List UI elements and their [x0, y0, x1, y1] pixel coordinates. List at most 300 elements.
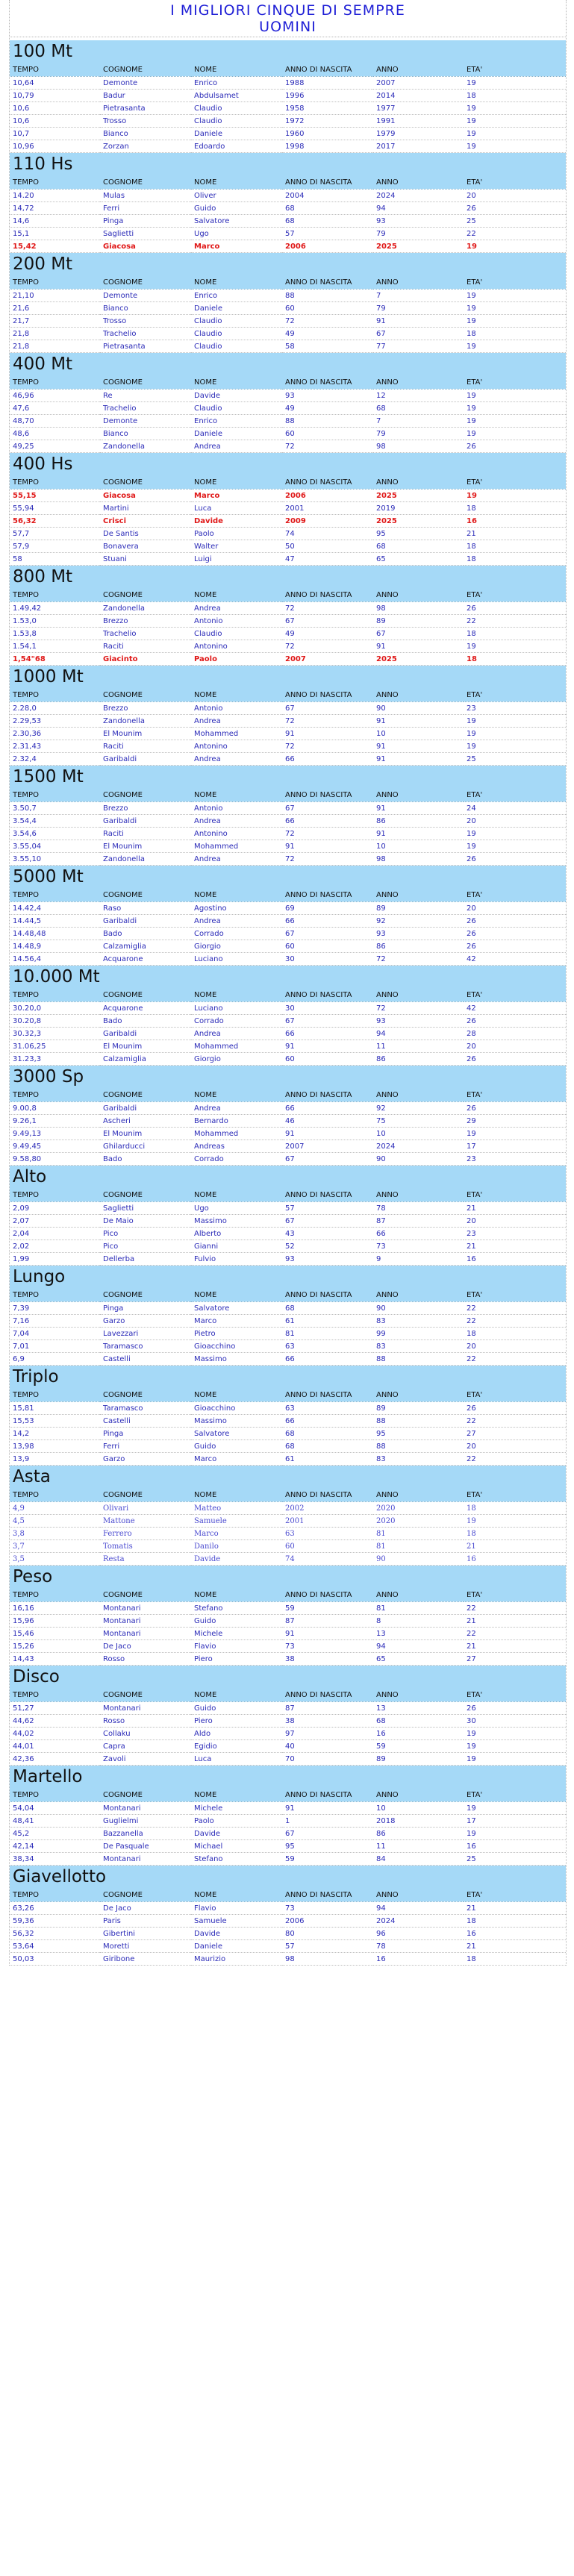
cell-anno: 13 [373, 1702, 464, 1715]
cell-nome: Luca [191, 502, 282, 515]
column-header-nome: NOME [191, 988, 282, 1002]
cell-anno: 88 [373, 1353, 464, 1366]
section-heading [10, 566, 566, 589]
column-header-tempo: TEMPO [10, 275, 100, 290]
cell-tempo: 14,6 [10, 215, 100, 228]
cell-tempo: 15,81 [10, 1402, 100, 1415]
cell-tempo: 9.58,80 [10, 1153, 100, 1166]
cell-nome: Antonino [191, 640, 282, 653]
cell-anno-nascita: 2009 [282, 515, 373, 528]
records-table [10, 40, 566, 1966]
column-header-anno-nascita: ANNO DI NASCITA [282, 688, 373, 702]
column-header-row [10, 375, 566, 390]
cell-eta: 19 [464, 77, 566, 90]
cell-cognome: Giacosa [100, 490, 191, 502]
cell-tempo: 14.48,48 [10, 928, 100, 940]
cell-anno-nascita: 98 [282, 1953, 373, 1966]
cell-anno: 78 [373, 1202, 464, 1215]
cell-eta: 26 [464, 1402, 566, 1415]
table-row [10, 1940, 566, 1953]
cell-anno-nascita: 87 [282, 1702, 373, 1715]
cell-anno-nascita: 38 [282, 1715, 373, 1728]
section-heading [10, 1366, 566, 1389]
column-header-nome: NOME [191, 888, 282, 902]
cell-anno: 75 [373, 1115, 464, 1128]
cell-eta: 19 [464, 1753, 566, 1766]
cell-anno: 2025 [373, 515, 464, 528]
cell-eta: 19 [464, 640, 566, 653]
cell-tempo: 9.00,8 [10, 1102, 100, 1115]
column-header-row [10, 1288, 566, 1302]
cell-anno-nascita: 93 [282, 390, 373, 402]
cell-nome: Claudio [191, 402, 282, 415]
cell-nome: Massimo [191, 1353, 282, 1366]
column-header-tempo: TEMPO [10, 1888, 100, 1902]
cell-anno: 86 [373, 1053, 464, 1066]
cell-anno-nascita: 95 [282, 1840, 373, 1853]
section-title: 5000 Mt [10, 866, 566, 889]
cell-tempo: 54,04 [10, 1802, 100, 1815]
cell-anno: 67 [373, 328, 464, 340]
cell-nome: Antonio [191, 702, 282, 715]
cell-anno-nascita: 87 [282, 1615, 373, 1628]
table-row [10, 1402, 566, 1415]
section-title: 100 Mt [10, 40, 566, 63]
cell-nome: Stefano [191, 1853, 282, 1866]
cell-anno: 68 [373, 540, 464, 553]
cell-eta: 22 [464, 1628, 566, 1640]
cell-anno-nascita: 72 [282, 740, 373, 753]
column-header-tempo: TEMPO [10, 1688, 100, 1702]
cell-eta: 20 [464, 815, 566, 828]
column-header-anno-nascita: ANNO DI NASCITA [282, 175, 373, 190]
column-header-anno: ANNO [373, 788, 464, 802]
cell-cognome: Pietrasanta [100, 340, 191, 353]
cell-anno: 65 [373, 553, 464, 566]
section-heading [10, 253, 566, 276]
column-header-eta: ETA' [464, 475, 566, 490]
table-row [10, 1902, 566, 1915]
cell-cognome: El Mounim [100, 1128, 191, 1140]
cell-eta: 19 [464, 728, 566, 740]
table-row [10, 1153, 566, 1166]
column-header-nome: NOME [191, 375, 282, 390]
cell-anno-nascita: 63 [282, 1340, 373, 1353]
column-header-tempo: TEMPO [10, 1788, 100, 1802]
cell-nome: Ugo [191, 228, 282, 240]
section-heading [10, 1866, 566, 1889]
column-header-tempo: TEMPO [10, 475, 100, 490]
column-header-eta: ETA' [464, 375, 566, 390]
table-row [10, 1340, 566, 1353]
cell-anno: 7 [373, 290, 464, 302]
cell-eta: 21 [464, 1615, 566, 1628]
cell-anno: 94 [373, 1902, 464, 1915]
table-row [10, 1628, 566, 1640]
cell-nome: Michele [191, 1802, 282, 1815]
cell-tempo: 51,27 [10, 1702, 100, 1715]
cell-eta: 18 [464, 653, 566, 666]
cell-anno: 2014 [373, 90, 464, 102]
cell-anno: 1991 [373, 115, 464, 128]
column-header-anno-nascita: ANNO DI NASCITA [282, 275, 373, 290]
column-header-anno: ANNO [373, 275, 464, 290]
cell-anno: 9 [373, 1253, 464, 1266]
column-header-eta: ETA' [464, 1788, 566, 1802]
column-header-anno: ANNO [373, 475, 464, 490]
cell-eta: 18 [464, 1915, 566, 1928]
cell-eta: 18 [464, 540, 566, 553]
cell-cognome: Demonte [100, 415, 191, 428]
cell-anno-nascita: 66 [282, 1102, 373, 1115]
cell-anno-nascita: 2006 [282, 240, 373, 253]
table-row [10, 1728, 566, 1740]
column-header-anno-nascita: ANNO DI NASCITA [282, 63, 373, 77]
column-header-nome: NOME [191, 1888, 282, 1902]
column-header-anno: ANNO [373, 688, 464, 702]
table-row [10, 240, 566, 253]
cell-tempo: 55,15 [10, 490, 100, 502]
cell-eta: 26 [464, 440, 566, 453]
cell-eta: 20 [464, 902, 566, 915]
cell-anno: 91 [373, 640, 464, 653]
cell-eta: 19 [464, 1828, 566, 1840]
column-header-anno-nascita: ANNO DI NASCITA [282, 588, 373, 602]
cell-cognome: Trachelio [100, 402, 191, 415]
cell-tempo: 21,10 [10, 290, 100, 302]
cell-nome: Luciano [191, 953, 282, 966]
cell-tempo: 30.20,8 [10, 1015, 100, 1028]
column-header-nome: NOME [191, 1488, 282, 1502]
column-header-nome: NOME [191, 1188, 282, 1202]
column-header-nome: NOME [191, 1388, 282, 1402]
cell-anno: 11 [373, 1840, 464, 1853]
cell-anno-nascita: 91 [282, 1802, 373, 1815]
section-title: 110 Hs [10, 153, 566, 176]
table-row [10, 702, 566, 715]
cell-tempo: 10,6 [10, 102, 100, 115]
cell-anno-nascita: 57 [282, 228, 373, 240]
cell-cognome: Ferri [100, 1440, 191, 1453]
column-header-row [10, 63, 566, 77]
cell-anno: 90 [373, 1553, 464, 1566]
cell-anno-nascita: 66 [282, 1353, 373, 1366]
cell-nome: Corrado [191, 928, 282, 940]
cell-nome: Corrado [191, 1153, 282, 1166]
cell-anno: 77 [373, 340, 464, 353]
table-row [10, 428, 566, 440]
cell-anno: 2024 [373, 1915, 464, 1928]
cell-anno-nascita: 70 [282, 1753, 373, 1766]
column-header-cognome: COGNOME [100, 1188, 191, 1202]
cell-tempo: 14.42,4 [10, 902, 100, 915]
cell-anno: 93 [373, 928, 464, 940]
table-row [10, 1040, 566, 1053]
cell-tempo: 15,42 [10, 240, 100, 253]
cell-tempo: 16,16 [10, 1602, 100, 1615]
cell-cognome: Garibaldi [100, 1102, 191, 1115]
cell-nome: Guido [191, 1702, 282, 1715]
cell-nome: Davide [191, 515, 282, 528]
cell-nome: Abdulsamet [191, 90, 282, 102]
cell-nome: Walter [191, 540, 282, 553]
table-row [10, 1828, 566, 1840]
cell-eta: 18 [464, 328, 566, 340]
table-row [10, 853, 566, 866]
cell-eta: 19 [464, 390, 566, 402]
cell-anno: 68 [373, 1715, 464, 1728]
cell-nome: Antonio [191, 802, 282, 815]
column-header-tempo: TEMPO [10, 688, 100, 702]
cell-nome: Gioacchino [191, 1402, 282, 1415]
cell-cognome: Bianco [100, 302, 191, 315]
cell-eta: 18 [464, 90, 566, 102]
cell-anno-nascita: 66 [282, 1415, 373, 1428]
cell-eta: 19 [464, 115, 566, 128]
table-row [10, 940, 566, 953]
table-row [10, 653, 566, 666]
cell-nome: Davide [191, 1928, 282, 1940]
cell-nome: Mohammed [191, 728, 282, 740]
cell-tempo: 14.44,5 [10, 915, 100, 928]
cell-anno-nascita: 1996 [282, 90, 373, 102]
cell-anno-nascita: 67 [282, 1153, 373, 1166]
cell-anno-nascita: 66 [282, 915, 373, 928]
cell-cognome: Badur [100, 90, 191, 102]
cell-anno: 72 [373, 1002, 464, 1015]
cell-anno: 81 [373, 1528, 464, 1540]
cell-cognome: Bado [100, 1015, 191, 1028]
cell-eta: 19 [464, 1740, 566, 1753]
cell-eta: 23 [464, 1228, 566, 1240]
cell-tempo: 2.32,4 [10, 753, 100, 766]
cell-anno-nascita: 60 [282, 940, 373, 953]
cell-eta: 16 [464, 1840, 566, 1853]
section-title: 1500 Mt [10, 766, 566, 789]
column-header-anno: ANNO [373, 1888, 464, 1902]
cell-anno-nascita: 97 [282, 1728, 373, 1740]
table-row [10, 540, 566, 553]
cell-anno: 89 [373, 1402, 464, 1415]
cell-tempo: 2.30,36 [10, 728, 100, 740]
cell-anno-nascita: 72 [282, 315, 373, 328]
cell-cognome: Zandonella [100, 440, 191, 453]
cell-cognome: Giribone [100, 1953, 191, 1966]
column-header-eta: ETA' [464, 1688, 566, 1702]
cell-anno-nascita: 91 [282, 840, 373, 853]
cell-cognome: Ferrero [100, 1528, 191, 1540]
section-heading [10, 40, 566, 63]
cell-anno-nascita: 60 [282, 1540, 373, 1553]
cell-anno: 94 [373, 1640, 464, 1653]
cell-eta: 19 [464, 740, 566, 753]
cell-anno-nascita: 2001 [282, 1515, 373, 1528]
cell-tempo: 44,62 [10, 1715, 100, 1728]
section-heading [10, 1766, 566, 1789]
cell-eta: 16 [464, 515, 566, 528]
cell-cognome: Paris [100, 1915, 191, 1928]
cell-eta: 26 [464, 202, 566, 215]
cell-tempo: 21,8 [10, 340, 100, 353]
cell-anno: 12 [373, 390, 464, 402]
cell-anno-nascita: 2001 [282, 502, 373, 515]
column-header-cognome: COGNOME [100, 588, 191, 602]
cell-anno-nascita: 74 [282, 528, 373, 540]
cell-tempo: 2.31,43 [10, 740, 100, 753]
column-header-anno: ANNO [373, 888, 464, 902]
cell-eta: 26 [464, 1053, 566, 1066]
cell-nome: Giorgio [191, 940, 282, 953]
table-row [10, 202, 566, 215]
cell-tempo: 15,26 [10, 1640, 100, 1653]
cell-nome: Antonio [191, 615, 282, 628]
cell-anno-nascita: 91 [282, 1128, 373, 1140]
cell-anno: 13 [373, 1628, 464, 1640]
cell-anno-nascita: 63 [282, 1528, 373, 1540]
cell-tempo: 3.50,7 [10, 802, 100, 815]
cell-anno-nascita: 68 [282, 202, 373, 215]
cell-tempo: 15,1 [10, 228, 100, 240]
cell-cognome: Raciti [100, 640, 191, 653]
cell-cognome: Collaku [100, 1728, 191, 1740]
column-header-row [10, 1388, 566, 1402]
cell-nome: Andrea [191, 602, 282, 615]
cell-anno: 86 [373, 815, 464, 828]
cell-anno: 10 [373, 1128, 464, 1140]
column-header-cognome: COGNOME [100, 375, 191, 390]
cell-tempo: 4,5 [10, 1515, 100, 1528]
cell-nome: Davide [191, 1553, 282, 1566]
section-heading [10, 1666, 566, 1689]
cell-nome: Massimo [191, 1215, 282, 1228]
cell-tempo: 14.20 [10, 190, 100, 202]
table-row [10, 1353, 566, 1366]
cell-cognome: Guglielmi [100, 1815, 191, 1828]
column-header-eta: ETA' [464, 1588, 566, 1602]
cell-anno: 91 [373, 740, 464, 753]
column-header-row [10, 988, 566, 1002]
table-row [10, 1053, 566, 1066]
cell-nome: Samuele [191, 1915, 282, 1928]
cell-cognome: Bonavera [100, 540, 191, 553]
column-header-nome: NOME [191, 1788, 282, 1802]
column-header-row [10, 588, 566, 602]
cell-eta: 22 [464, 1602, 566, 1615]
column-header-nome: NOME [191, 688, 282, 702]
table-row [10, 340, 566, 353]
cell-tempo: 15,96 [10, 1615, 100, 1628]
cell-tempo: 1.54,1 [10, 640, 100, 653]
cell-cognome: Lavezzari [100, 1328, 191, 1340]
cell-eta: 24 [464, 802, 566, 815]
cell-anno: 91 [373, 715, 464, 728]
cell-cognome: Bado [100, 928, 191, 940]
cell-tempo: 3,8 [10, 1528, 100, 1540]
cell-nome: Mohammed [191, 840, 282, 853]
column-header-tempo: TEMPO [10, 1188, 100, 1202]
cell-anno: 99 [373, 1328, 464, 1340]
cell-anno-nascita: 38 [282, 1653, 373, 1666]
cell-tempo: 10,7 [10, 128, 100, 140]
column-header-row [10, 1788, 566, 1802]
cell-nome: Davide [191, 1828, 282, 1840]
section-title: Giavellotto [10, 1866, 566, 1889]
cell-nome: Pietro [191, 1328, 282, 1340]
cell-nome: Salvatore [191, 215, 282, 228]
column-header-cognome: COGNOME [100, 1788, 191, 1802]
cell-nome: Michele [191, 1628, 282, 1640]
column-header-tempo: TEMPO [10, 1288, 100, 1302]
cell-eta: 23 [464, 702, 566, 715]
cell-cognome: De Maio [100, 1215, 191, 1228]
cell-anno: 1977 [373, 102, 464, 115]
cell-anno-nascita: 67 [282, 1828, 373, 1840]
column-header-cognome: COGNOME [100, 63, 191, 77]
cell-tempo: 31.06,25 [10, 1040, 100, 1053]
cell-tempo: 55,94 [10, 502, 100, 515]
cell-cognome: Dellerba [100, 1253, 191, 1266]
cell-anno: 16 [373, 1953, 464, 1966]
cell-tempo: 1.53,0 [10, 615, 100, 628]
cell-eta: 19 [464, 428, 566, 440]
section-title: 800 Mt [10, 566, 566, 589]
cell-eta: 29 [464, 1115, 566, 1128]
column-header-eta: ETA' [464, 63, 566, 77]
cell-nome: Corrado [191, 1015, 282, 1028]
column-header-cognome: COGNOME [100, 988, 191, 1002]
column-header-anno: ANNO [373, 1088, 464, 1102]
cell-anno-nascita: 57 [282, 1940, 373, 1953]
cell-anno: 68 [373, 402, 464, 415]
column-header-tempo: TEMPO [10, 375, 100, 390]
table-row [10, 628, 566, 640]
table-row [10, 1115, 566, 1128]
cell-nome: Luciano [191, 1002, 282, 1015]
table-row [10, 1215, 566, 1228]
cell-anno-nascita: 1960 [282, 128, 373, 140]
cell-anno: 93 [373, 1015, 464, 1028]
column-header-cognome: COGNOME [100, 788, 191, 802]
cell-cognome: Re [100, 390, 191, 402]
cell-anno: 93 [373, 215, 464, 228]
cell-tempo: 6,9 [10, 1353, 100, 1366]
table-row [10, 802, 566, 815]
cell-eta: 27 [464, 1428, 566, 1440]
cell-tempo: 53,64 [10, 1940, 100, 1953]
column-header-cognome: COGNOME [100, 1688, 191, 1702]
table-row [10, 90, 566, 102]
cell-anno: 79 [373, 428, 464, 440]
column-header-nome: NOME [191, 788, 282, 802]
column-header-tempo: TEMPO [10, 1588, 100, 1602]
column-header-tempo: TEMPO [10, 588, 100, 602]
cell-nome: Gioacchino [191, 1340, 282, 1353]
table-row [10, 1840, 566, 1853]
cell-nome: Fulvio [191, 1253, 282, 1266]
cell-anno-nascita: 1 [282, 1815, 373, 1828]
cell-anno: 86 [373, 940, 464, 953]
table-row [10, 1853, 566, 1866]
cell-tempo: 10,96 [10, 140, 100, 153]
table-row [10, 1815, 566, 1828]
cell-cognome: Capra [100, 1740, 191, 1753]
cell-anno: 10 [373, 728, 464, 740]
table-row [10, 1640, 566, 1653]
column-header-anno-nascita: ANNO DI NASCITA [282, 888, 373, 902]
cell-eta: 16 [464, 1928, 566, 1940]
column-header-row [10, 475, 566, 490]
cell-anno-nascita: 2007 [282, 1140, 373, 1153]
